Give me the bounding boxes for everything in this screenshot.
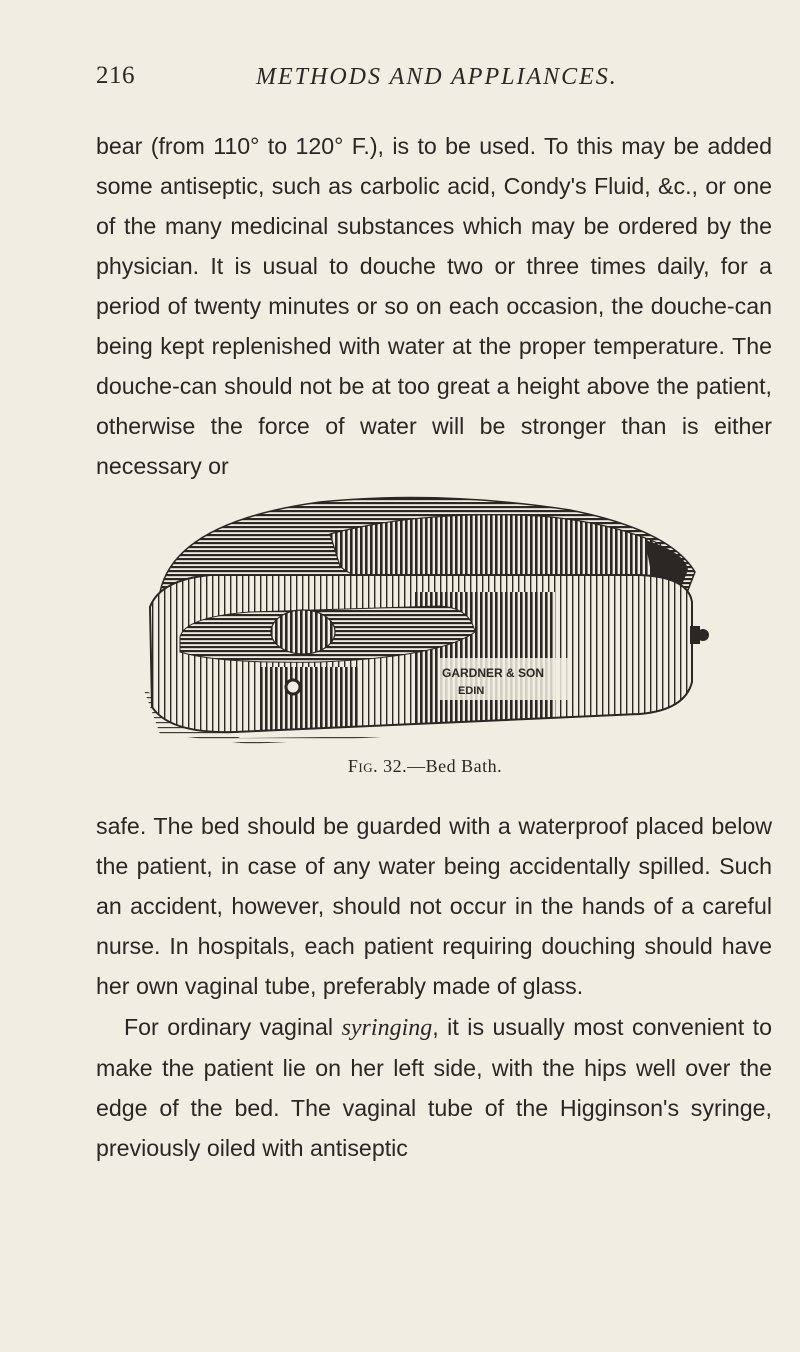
page-header (96, 62, 776, 102)
paragraph-waterproof: safe. The bed should be guarded with a waterproof placed below the patient, in case of any water being accidentally spilled. Such an accident, however, should not occur in the hands of a careful nurse. In hospitals, each patient requiring douching should have her own vaginal tube, preferably made of glass. (96, 813, 772, 999)
page-number: 216 (96, 62, 135, 89)
bed-bath-engraving (140, 482, 710, 752)
paragraph-3-rest: , it is usually most convenient to make the patient lie on her left side, with the hips well over the edge of the bed. The vaginal tube of the Higginson's syringe, previously oiled with antiseptic (96, 1014, 772, 1161)
figure-caption (0, 756, 800, 777)
emphasis-syringing: syringing (341, 1015, 433, 1041)
running-title: METHODS AND APPLIANCES. (256, 64, 618, 90)
outlet-nozzle (690, 626, 709, 644)
maker-mark-line1: GARDNER & SON (442, 666, 545, 680)
maker-stamp (440, 658, 572, 700)
paragraph-douche-instructions: bear (from 110° to 120° F.), is to be used. To this may be added some antiseptic, such as carbolic acid, Condy's Fluid, &c., or one of the many medicinal substances which may be ordered by the physician. It is usual to douche two or three times daily, for a period of twenty minutes or so on each occasion, the douche-can being kept replenished with water at the proper temperature. The douche-can should not be at too great a height above the patient, otherwise the force of water will be stronger than is either necessary or (96, 133, 772, 479)
drain-plug (286, 680, 300, 694)
figure-title: —Bed Bath. (407, 756, 503, 776)
paragraph-syringing (96, 1007, 772, 1168)
maker-mark-line2: EDIN (458, 685, 485, 697)
drain-plate (271, 610, 335, 654)
figure-label: Fig. 32. (347, 756, 408, 776)
bed-bath-illustration (140, 482, 710, 752)
paragraph-3-start: For ordinary vaginal (124, 1014, 342, 1040)
